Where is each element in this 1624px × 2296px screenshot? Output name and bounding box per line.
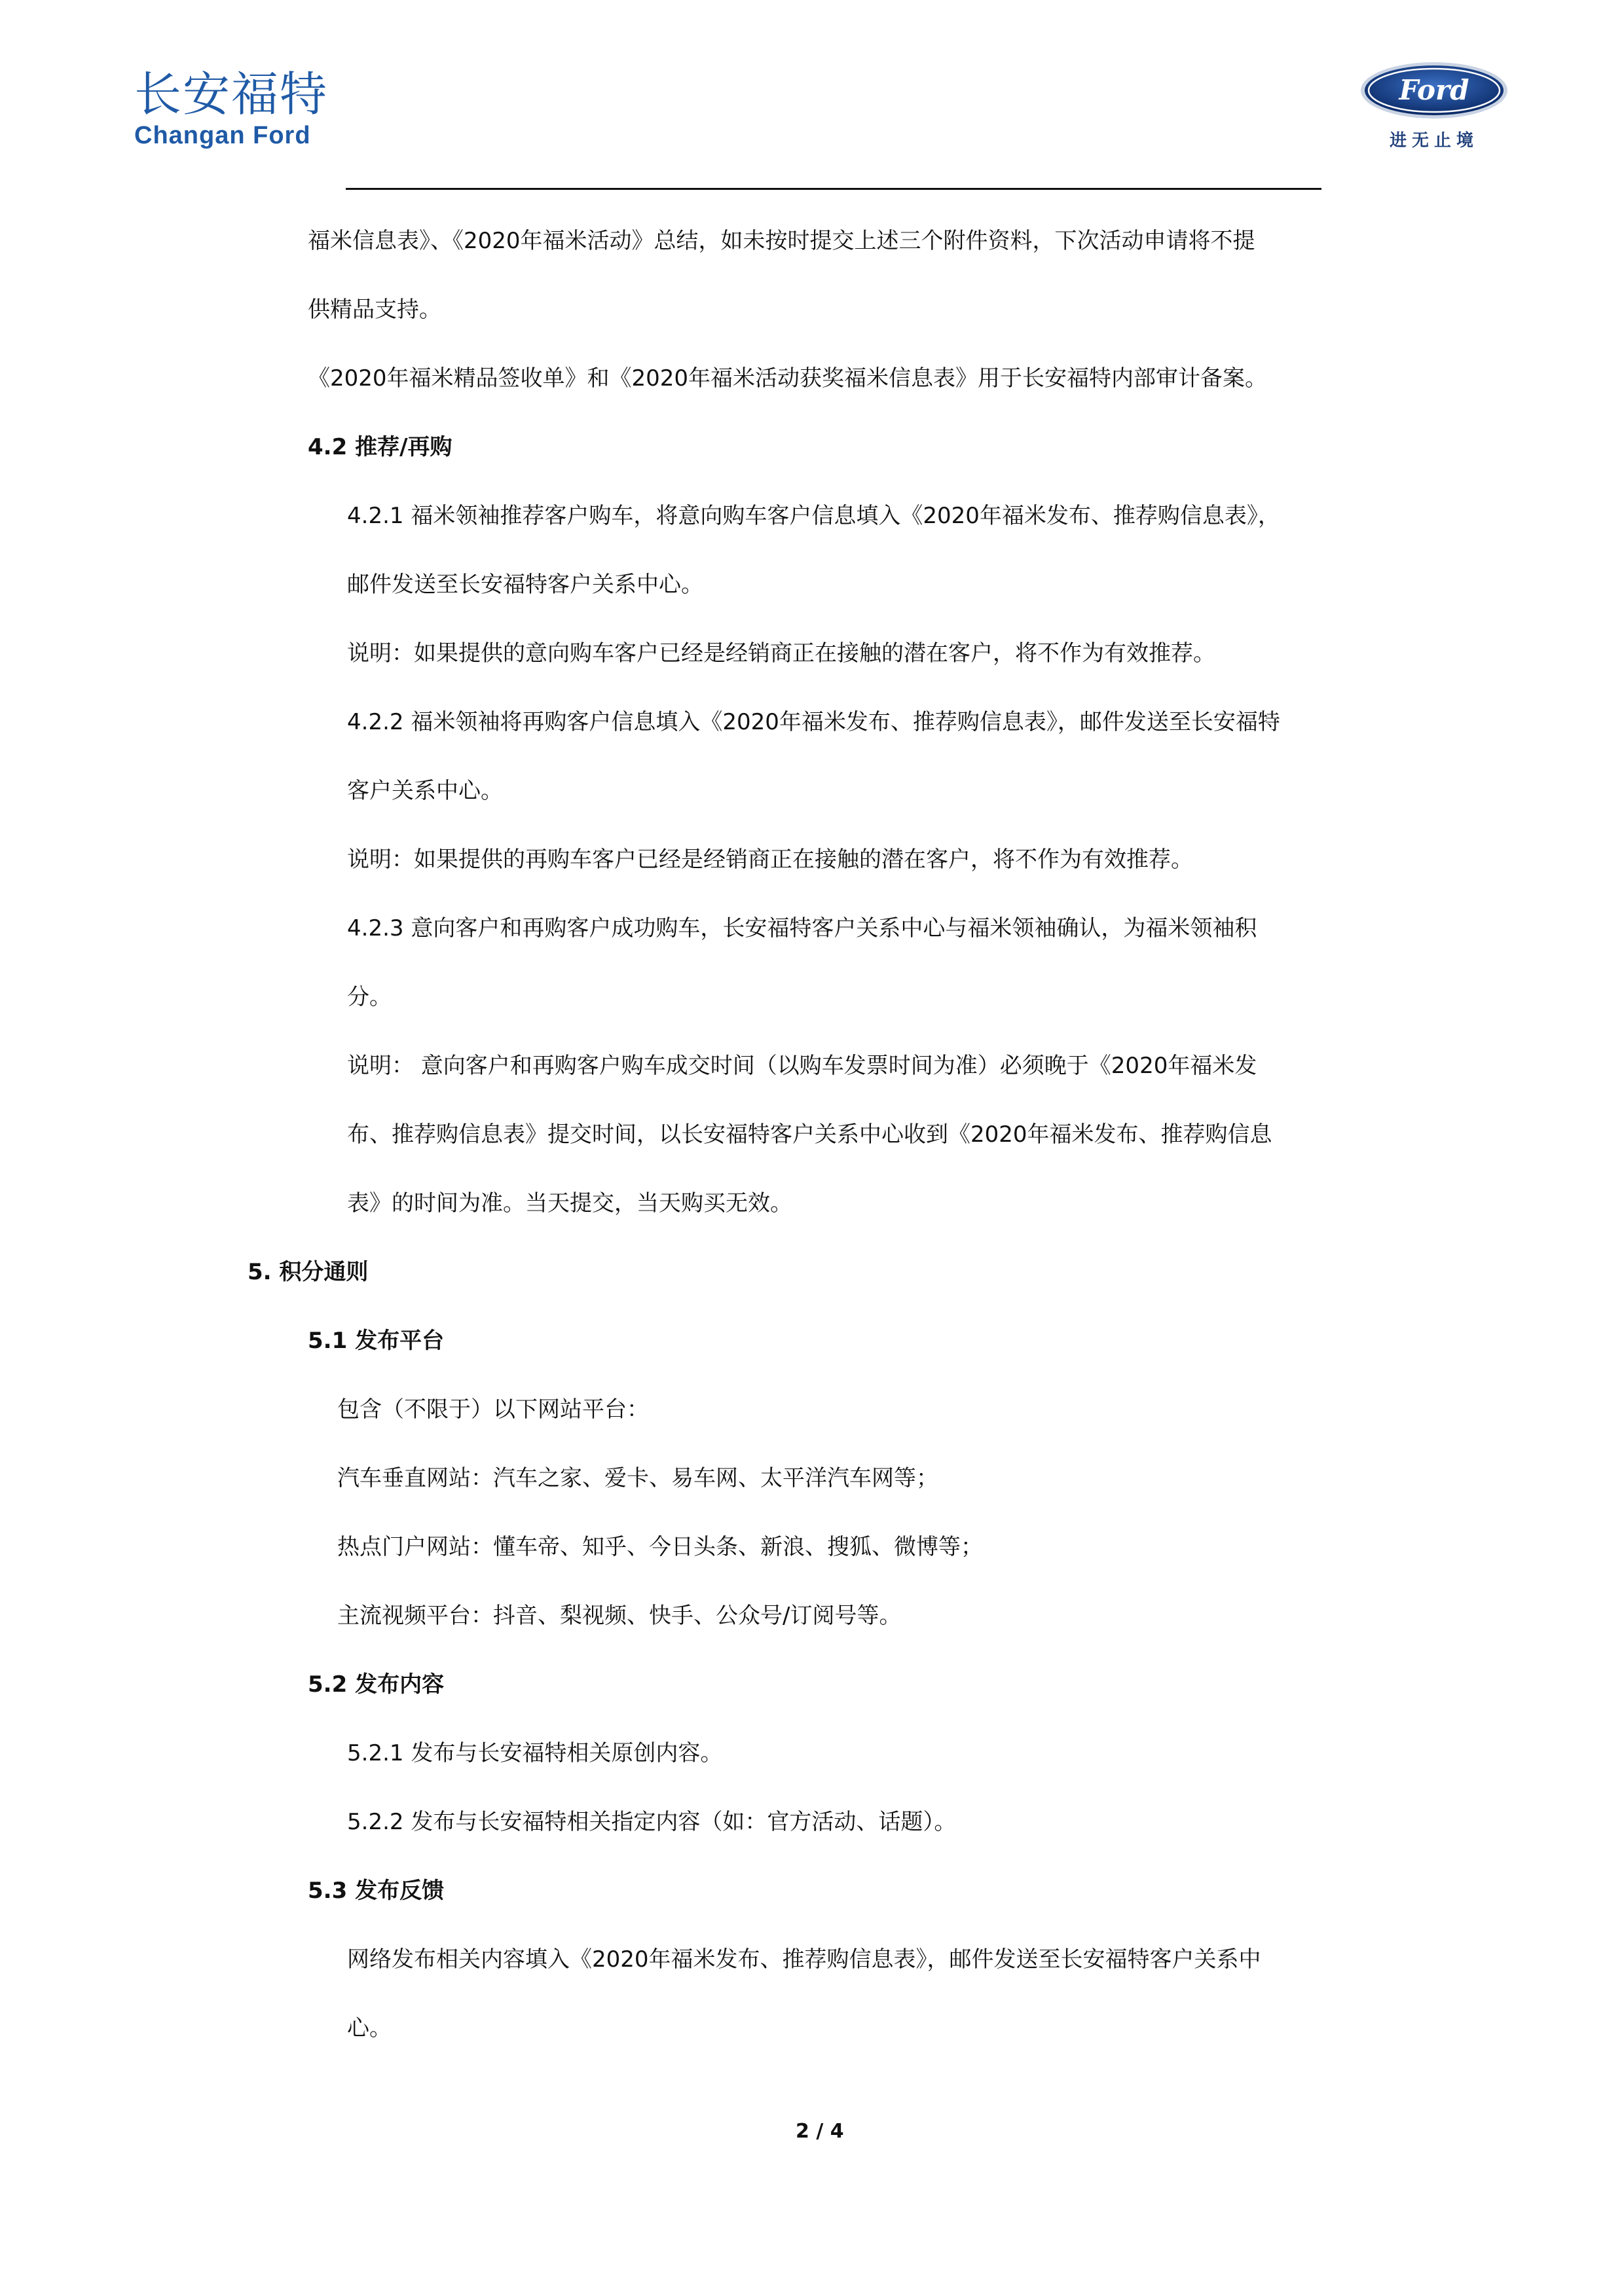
text-line: 5.2.2 发布与长安福特相关指定内容（如：官方活动、话题）。 [347,1809,957,1835]
text-line: 供精品支持。 [308,297,441,323]
text-line: 心。 [347,2015,392,2041]
page-number: 2 / 4 [796,2120,844,2143]
text-line: 4.2.3 意向客户和再购客户成功购车，长安福特客户关系中心与福米领袖确认，为福米领袖积 [347,915,1257,941]
section-heading-5-2: 5.2 发布内容 [308,1671,445,1698]
text-line: 4.2.1 福米领袖推荐客户购车，将意向购车客户信息填入《2020年福米发布、推荐购信息表》， [347,503,1280,529]
ford-oval-icon [1359,60,1509,120]
logo-english-text: Changan Ford [134,122,311,149]
text-line: 网络发布相关内容填入《2020年福米发布、推荐购信息表》，邮件发送至长安福特客户关系中 [347,1946,1261,1973]
text-line: 汽车垂直网站：汽车之家、爱卡、易车网、太平洋汽车网等； [337,1465,938,1491]
text-line: 分。 [347,984,392,1010]
text-line: 说明：如果提供的再购车客户已经是经销商正在接触的潜在客户，将不作为有效推荐。 [347,847,1193,873]
text-line: 邮件发送至长安福特客户关系中心。 [347,572,703,598]
text-line: 客户关系中心。 [347,778,503,804]
section-heading-5-3: 5.3 发布反馈 [308,1878,445,1904]
section-heading-5-1: 5.1 发布平台 [308,1328,445,1354]
slogan: 进无止境 [1389,131,1479,151]
logo-chinese-text: 长安福特 [134,67,329,122]
ford-logo-text: Ford [1399,74,1469,106]
text-line: 说明：如果提供的意向购车客户已经是经销商正在接触的潜在客户，将不作为有效推荐。 [347,640,1215,666]
text-line: 表》的时间为准。当天提交，当天购买无效。 [347,1190,792,1216]
text-line: 说明： 意向客户和再购客户购车成交时间（以购车发票时间为准）必须晚于《2020年福米发 [347,1053,1257,1079]
text-line: 布、推荐购信息表》提交时间，以长安福特客户关系中心收到《2020年福米发布、推荐购信息 [347,1121,1272,1148]
text-line: 《2020年福米精品签收单》和《2020年福米活动获奖福米信息表》用于长安福特内部审计备案。 [308,365,1268,392]
text-line: 福米信息表》、《2020年福米活动》总结，如未按时提交上述三个附件资料，下次活动申请将不提 [308,228,1255,254]
section-heading-4-2: 4.2 推荐/再购 [308,434,452,460]
changan-ford-logo [134,67,329,150]
header-divider [346,188,1321,190]
text-line: 热点门户网站：懂车帝、知乎、今日头条、新浪、搜狐、微博等； [337,1534,983,1560]
text-line: 主流视频平台：抖音、梨视频、快手、公众号/订阅号等。 [337,1603,902,1629]
text-line: 5.2.1 发布与长安福特相关原创内容。 [347,1740,723,1766]
ford-logo [1356,60,1513,151]
section-heading-5: 5. 积分通则 [248,1259,369,1285]
text-line: 4.2.2 福米领袖将再购客户信息填入《2020年福米发布、推荐购信息表》，邮件发送至长安福特 [347,709,1280,735]
text-line: 包含（不限于）以下网站平台： [337,1396,649,1423]
